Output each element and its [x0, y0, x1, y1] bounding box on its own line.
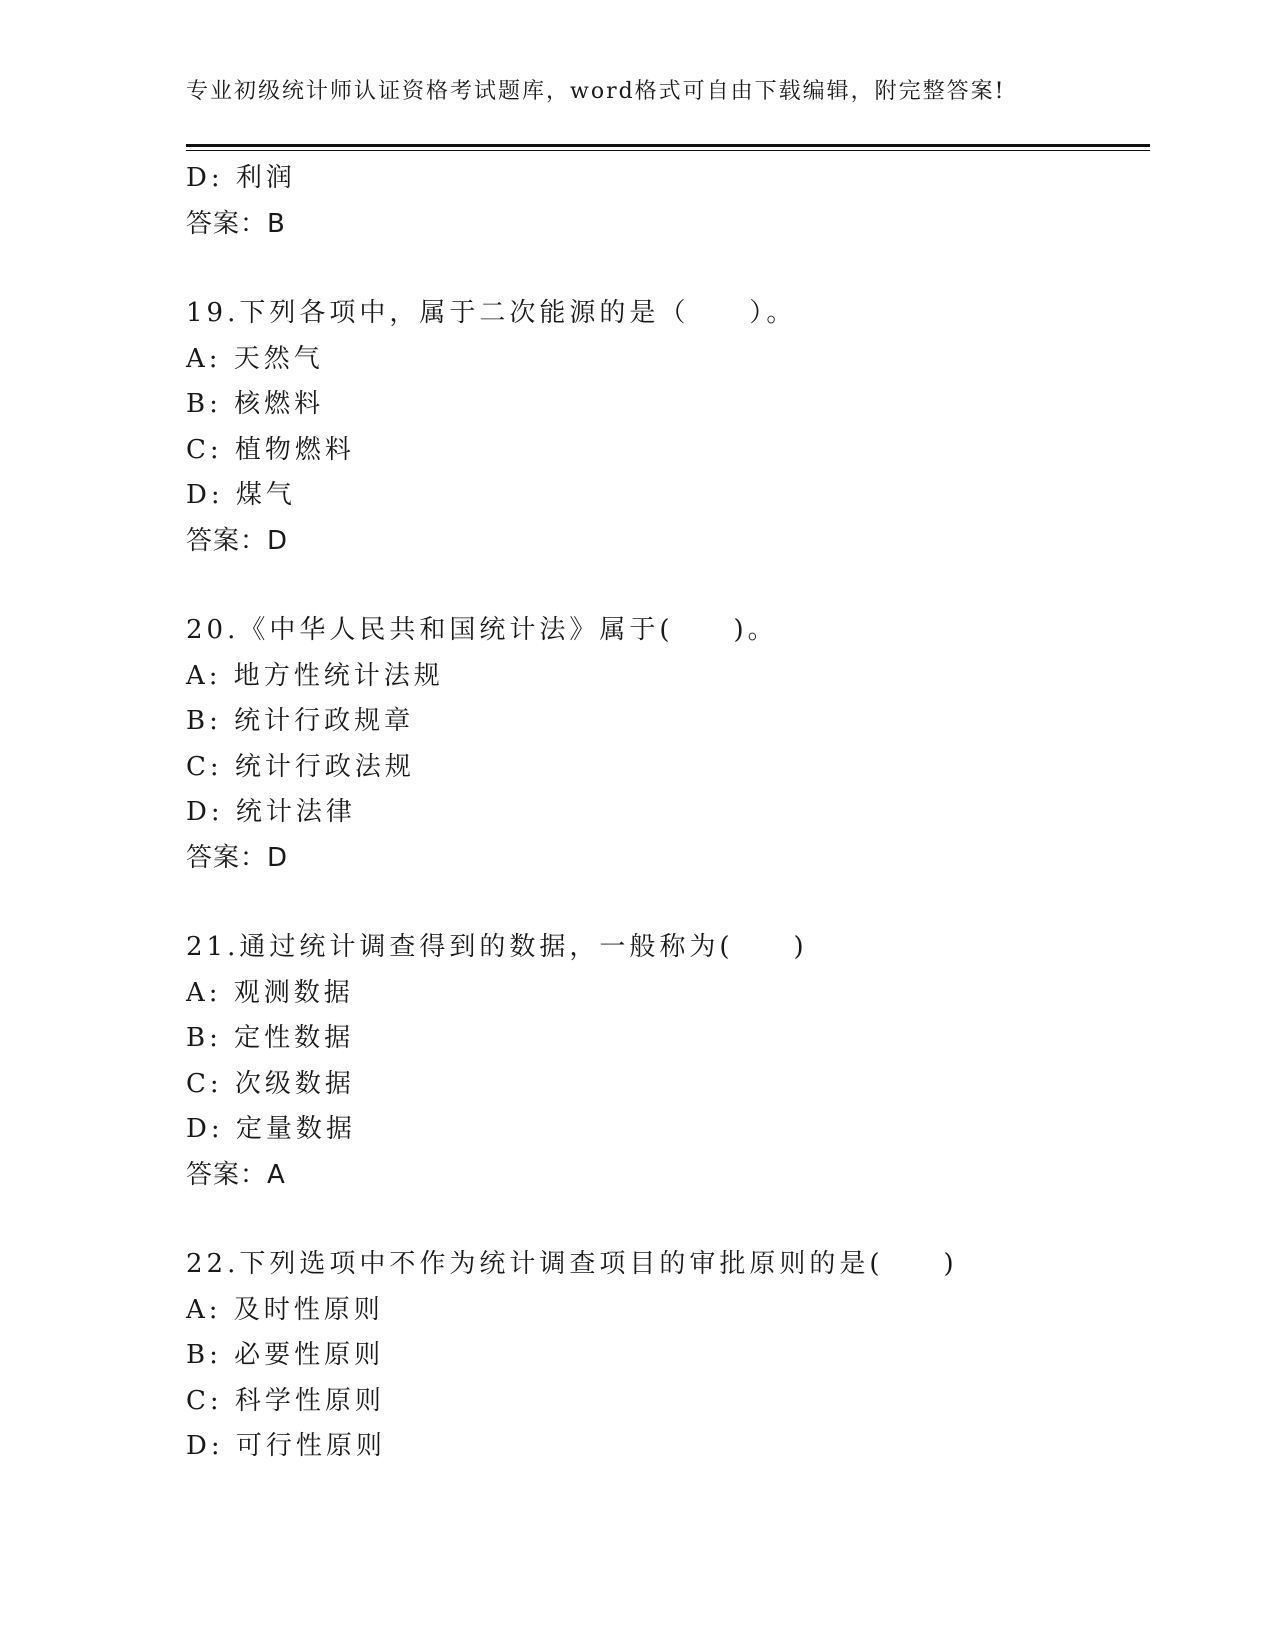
- spacer: [186, 247, 1146, 291]
- option-a: A: 观测数据: [186, 977, 354, 1008]
- option-a: A: 及时性原则: [186, 1294, 384, 1325]
- option-c: C: 次级数据: [186, 1068, 355, 1099]
- option-b: B: 统计行政规章: [186, 706, 415, 736]
- option-c: C: 科学性原则: [186, 1385, 385, 1416]
- option-a: A: 天然气: [186, 343, 324, 374]
- option-c: C: 统计行政法规: [186, 751, 415, 782]
- question-stem: 21.通过统计调查得到的数据，一般称为( ): [186, 932, 808, 962]
- option-d: D: 可行性原则: [186, 1431, 386, 1461]
- question-stem: 20.《中华人民共和国统计法》属于( )。: [186, 615, 778, 645]
- option-c: C: 植物燃料: [186, 434, 355, 465]
- answer: 答案：D: [186, 842, 289, 873]
- spacer: [186, 1198, 1146, 1242]
- question-22: [186, 1242, 1146, 1470]
- option-b: B: 必要性原则: [186, 1340, 385, 1370]
- question-21: [186, 925, 1146, 1198]
- header-rule-thick: [186, 144, 1150, 147]
- question-stem: 22.下列选项中不作为统计调查项目的审批原则的是( ): [186, 1249, 958, 1279]
- answer: 答案：D: [186, 525, 289, 556]
- option-d: D: 煤气: [186, 480, 296, 510]
- option-b: B: 核燃料: [186, 389, 325, 419]
- answer: 答案：B: [186, 208, 286, 239]
- question-stem: 19.下列各项中，属于二次能源的是（ ）。: [186, 298, 797, 328]
- question-list: [186, 156, 1146, 1470]
- option-b: B: 定性数据: [186, 1023, 355, 1053]
- answer: 答案：A: [186, 1159, 286, 1190]
- spacer: [186, 564, 1146, 608]
- option-d: D: 定量数据: [186, 1114, 356, 1144]
- option-a: A: 地方性统计法规: [186, 660, 444, 691]
- option-d: D: 统计法律: [186, 797, 356, 827]
- option-d: D: 利润: [186, 163, 296, 193]
- header-rule-thin: [186, 150, 1150, 151]
- question-20: [186, 608, 1146, 881]
- spacer: [186, 881, 1146, 925]
- page-header: 专业初级统计师认证资格考试题库，word格式可自由下载编辑，附完整答案!: [186, 79, 1006, 104]
- question-19: [186, 291, 1146, 564]
